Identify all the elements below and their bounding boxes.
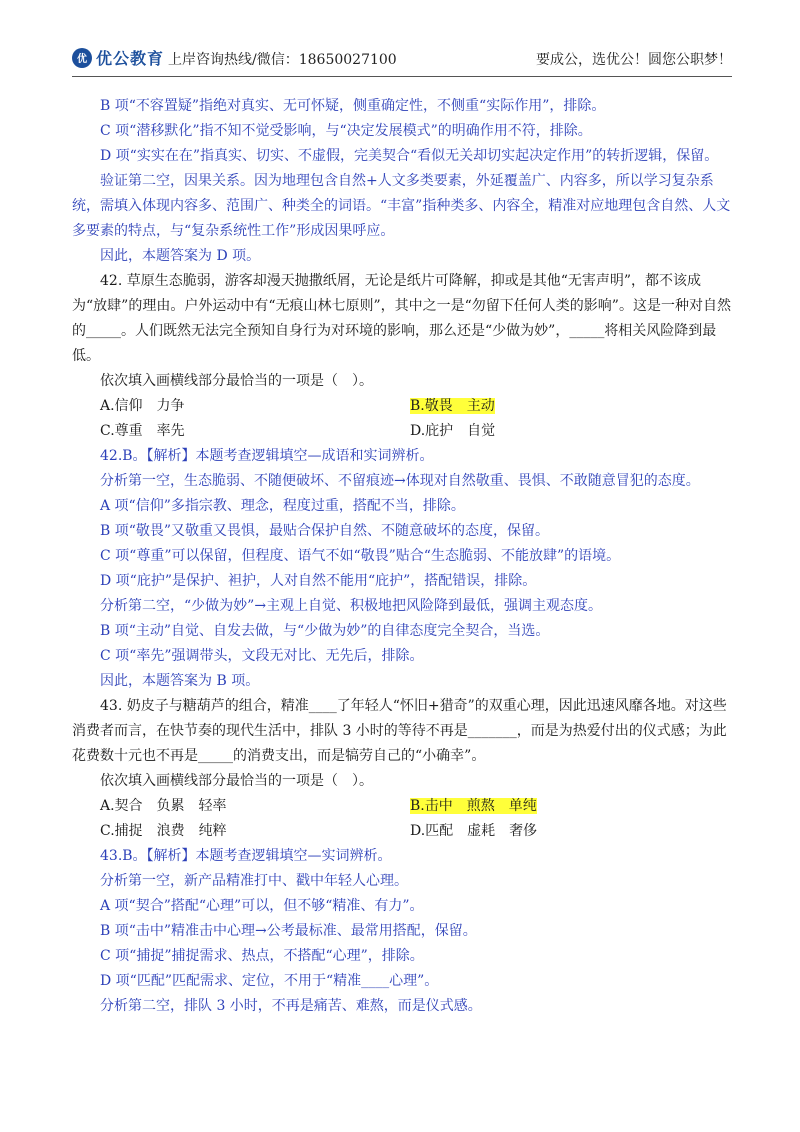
analysis-line: C 项“捕捉”捕捉需求、热点，不搭配“心理”，排除。 bbox=[100, 948, 424, 964]
analysis-line: 分析第一空，新产品精准打中、戳中年轻人心理。 bbox=[100, 873, 408, 889]
analysis-line: D 项“匹配”匹配需求、定位，不用于“精准____心理”。 bbox=[100, 973, 439, 989]
analysis-line: 分析第一空，生态脆弱、不随便破坏、不留痕迹→体现对自然敬重、畏惧、不敢随意冒犯的态度。 bbox=[100, 473, 700, 489]
logo-text: 优公教育 bbox=[96, 49, 165, 68]
analysis-line: D 项“实实在在”指真实、切实、不虚假，完美契合“看似无关却切实起决定作用”的转折逻辑，保留。 bbox=[100, 148, 719, 164]
analysis-line: 验证第二空，因果关系。因为地理包含自然+人文多类要素，外延覆盖广、内容多，所以学习复杂系统，需填入体现内容多、范围广、种类全的词语。“丰富”指种类多、内容全，精准对应地理包含自然、人文多要素的特点，与“复杂系统性工作”形成因果呼应。 bbox=[72, 173, 731, 239]
question-42-options-row-1 bbox=[72, 394, 734, 419]
option-c: C.捕捉 浪费 纯粹 bbox=[100, 823, 227, 839]
option-d: D.庇护 自觉 bbox=[410, 423, 496, 439]
page-header bbox=[72, 42, 732, 76]
analysis-line: C 项“尊重”可以保留，但程度、语气不如“敬畏”贴合“生态脆弱、不能放肆”的语境。 bbox=[100, 548, 621, 564]
analysis-line: 43.B。【解析】本题考查逻辑填空—实词辨析。 bbox=[100, 848, 392, 864]
answer-line: 因此，本题答案为 D 项。 bbox=[100, 248, 261, 264]
question-42-options-row-2 bbox=[72, 419, 734, 444]
question-42-prompt: 依次填入画横线部分最恰当的一项是（ ）。 bbox=[100, 373, 373, 389]
brand-logo bbox=[72, 46, 164, 69]
option-c: C.尊重 率先 bbox=[100, 423, 185, 439]
hotline-text: 上岸咨询热线/微信：18650027100 bbox=[168, 52, 397, 68]
option-a: A.契合 负累 轻率 bbox=[100, 798, 227, 814]
option-a: A.信仰 力争 bbox=[100, 398, 185, 414]
answer-line: 因此，本题答案为 B 项。 bbox=[100, 673, 260, 689]
analysis-line: D 项“庇护”是保护、袒护，人对自然不能用“庇护”，搭配错误，排除。 bbox=[100, 573, 537, 589]
question-43-stem: 43. 奶皮子与糖葫芦的组合，精准____了年轻人“怀旧+猎奇”的双重心理，因此迅速风靡各地。对这些消费者而言，在快节奏的现代生活中，排队 3 小时的等待不再是_______，而是为热爱付出的仪式感；为此花费数十元也不再是_____的消费支出，而是犒劳自己的“小确幸”。 bbox=[72, 698, 727, 764]
header-divider bbox=[72, 76, 732, 77]
logo-icon: 优 bbox=[72, 48, 92, 68]
analysis-line: A 项“信仰”多指宗教、理念，程度过重，搭配不当，排除。 bbox=[100, 498, 465, 514]
analysis-line: A 项“契合”搭配“心理”可以，但不够“精准、有力”。 bbox=[100, 898, 424, 914]
option-b bbox=[382, 394, 692, 419]
document-body bbox=[72, 94, 734, 1019]
slogan-text: 要成公，选优公！圆您公职梦！ bbox=[536, 52, 732, 68]
analysis-line: C 项“率先”强调带头，文段无对比、无先后，排除。 bbox=[100, 648, 424, 664]
question-43-prompt: 依次填入画横线部分最恰当的一项是（ ）。 bbox=[100, 773, 373, 789]
analysis-line: 42.B。【解析】本题考查逻辑填空—成语和实词辨析。 bbox=[100, 448, 434, 464]
analysis-line: 分析第二空，“少做为妙”→主观上自觉、积极地把风险降到最低，强调主观态度。 bbox=[100, 598, 603, 614]
analysis-line: B 项“不容置疑”指绝对真实、无可怀疑，侧重确定性，不侧重“实际作用”，排除。 bbox=[100, 98, 606, 114]
option-d: D.匹配 虚耗 奢侈 bbox=[410, 823, 538, 839]
analysis-line: 分析第二空，排队 3 小时，不再是痛苦、难熬，而是仪式感。 bbox=[100, 998, 482, 1014]
analysis-line: B 项“击中”精准击中心理→公考最标准、最常用搭配，保留。 bbox=[100, 923, 477, 939]
option-b bbox=[382, 794, 692, 819]
analysis-line: B 项“敬畏”又敬重又畏惧，最贴合保护自然、不随意破坏的态度，保留。 bbox=[100, 523, 550, 539]
question-42-stem: 42. 草原生态脆弱，游客却漫天抛撒纸屑，无论是纸片可降解，抑或是其他“无害声明”，都不该成为“放肆”的理由。户外运动中有“无痕山林七原则”，其中之一是“勿留下任何人类的影响”。这是一种对自然的_____。人们既然无法完全预知自身行为对环境的影响，那么还是“少做为妙”，_____将相关风险降到最低。 bbox=[72, 273, 731, 364]
question-43-options-row-2 bbox=[72, 819, 734, 844]
analysis-line: C 项“潜移默化”指不知不觉受影响，与“决定发展模式”的明确作用不符，排除。 bbox=[100, 123, 592, 139]
analysis-line: B 项“主动”自觉、自发去做，与“少做为妙”的自律态度完全契合，当选。 bbox=[100, 623, 550, 639]
option-b-highlighted: B.敬畏 主动 bbox=[410, 398, 495, 414]
option-b-highlighted: B.击中 煎熬 单纯 bbox=[410, 798, 537, 814]
question-43-options-row-1 bbox=[72, 794, 734, 819]
